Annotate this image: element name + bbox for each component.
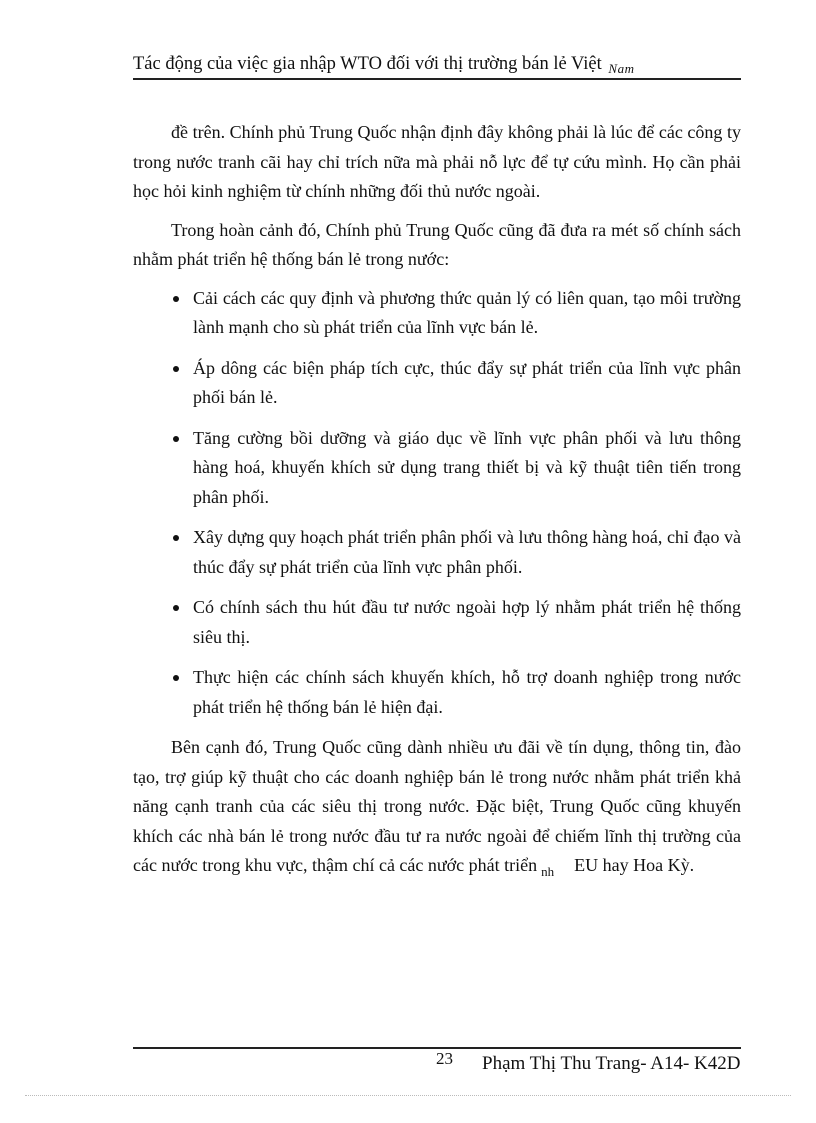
paragraph-2: Trong hoàn cảnh đó, Chính phủ Trung Quốc cũng đã đưa ra mét số chính sách nhằm phát triển hệ thống bán lẻ trong nước:	[133, 219, 741, 269]
bullet-icon	[173, 675, 179, 681]
paragraph-3	[133, 733, 741, 882]
list-item-text: Thực hiện các chính sách khuyến khích, hỗ trợ doanh nghiệp trong nước phát triển hệ thống bán lẻ hiện đại.	[193, 667, 741, 717]
bullet-icon	[173, 605, 179, 611]
list-item	[133, 663, 741, 722]
list-item	[133, 424, 741, 513]
list-item-text: Có chính sách thu hút đầu tư nước ngoài hợp lý nhằm phát triển hệ thống siêu thị.	[193, 597, 741, 647]
list-item	[133, 593, 741, 652]
bullet-icon	[173, 436, 179, 442]
policy-list	[133, 284, 741, 723]
bullet-icon	[173, 535, 179, 541]
header-title-end: Nam	[608, 61, 635, 76]
page-number: 23	[436, 1049, 453, 1068]
list-item-text: Áp dông các biện pháp tích cực, thúc đẩy sự phát triển của lĩnh vực phân phối bán lẻ.	[193, 357, 741, 407]
list-item	[133, 354, 741, 413]
paragraph-1: đề trên. Chính phủ Trung Quốc nhận định đây không phải là lúc để các công ty trong nước tranh cãi hay chỉ trích nữa mà phải nỗ lực để tự cứu mình. Họ cần phải học hỏi kinh nghiệm từ chính những đối thủ nước ngoài.	[133, 122, 741, 201]
list-item	[133, 523, 741, 582]
paragraph-3-fragment: nh	[541, 864, 555, 879]
header-title: Tác động của việc gia nhập WTO đối với thị trường bán lẻ Việt	[133, 54, 602, 74]
paragraph-3-text: Bên cạnh đó, Trung Quốc cũng dành nhiều ưu đãi về tín dụng, thông tin, đào tạo, trợ giúp kỹ thuật cho các doanh nghiệp bán lẻ trong nước nhằm phát triển khả năng cạnh tranh của các siêu thị trong nước. Đặc biệt, Trung Quốc cũng khuyến khích các nhà bán lẻ trong nước đầu tư ra nước ngoài để chiếm lĩnh thị trường của các nước trong khu vực, thậm chí cả các nước phát triển	[133, 737, 741, 875]
list-item-text: Cải cách các quy định và phương thức quản lý có liên quan, tạo môi trường lành mạnh cho sù phát triển của lĩnh vực bán lẻ.	[193, 287, 741, 337]
bullet-icon	[173, 296, 179, 302]
list-item-text: Xây dựng quy hoạch phát triển phân phối và lưu thông hàng hoá, chỉ đạo và thúc đẩy sự phát triển của lĩnh vực phân phối.	[193, 527, 741, 577]
list-item	[133, 284, 741, 343]
page-body	[133, 118, 741, 891]
footer-author: Phạm Thị Thu Trang- A14- K42D	[482, 1053, 741, 1074]
paragraph-3-end: EU hay Hoa Kỳ.	[574, 855, 695, 875]
page-edge-divider	[25, 1095, 791, 1096]
bullet-icon	[173, 366, 179, 372]
running-header	[133, 50, 741, 80]
list-item-text: Tăng cường bồi dưỡng và giáo dục về lĩnh vực phân phối và lưu thông hàng hoá, khuyến khích sử dụng trang thiết bị và kỹ thuật tiên tiến trong phân phối.	[193, 427, 741, 507]
